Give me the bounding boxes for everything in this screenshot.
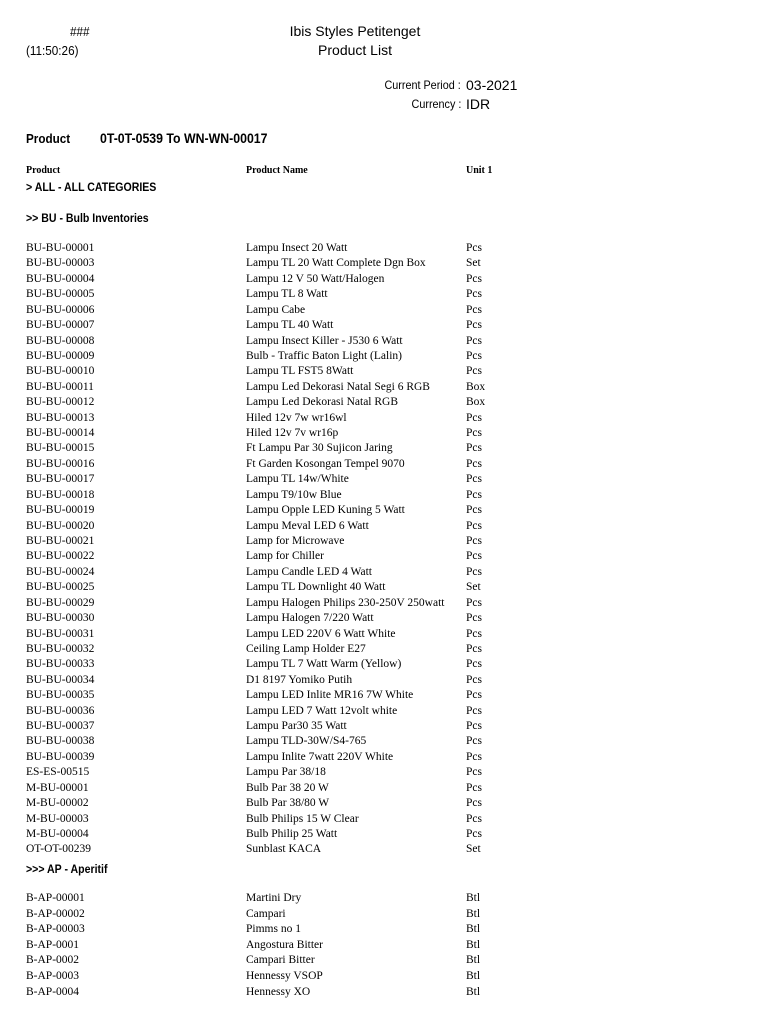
- product-code: BU-BU-00004: [26, 272, 95, 285]
- product-code: ES-ES-00515: [26, 766, 90, 779]
- table-row: [0, 426, 768, 441]
- product-name: Pimms no 1: [246, 923, 301, 936]
- product-unit: Pcs: [466, 596, 482, 609]
- product-name: Lamp for Chiller: [246, 550, 324, 563]
- table-row: [0, 287, 768, 302]
- hotel-name: Ibis Styles Petitenget: [289, 23, 421, 39]
- product-name: Lampu TL Downlight 40 Watt: [246, 581, 386, 594]
- product-unit: Pcs: [466, 704, 482, 717]
- table-row: [0, 642, 768, 657]
- category-all: > ALL - ALL CATEGORIES: [26, 180, 157, 194]
- product-name: Lampu Par30 35 Watt: [246, 720, 347, 733]
- product-code: BU-BU-00037: [26, 720, 95, 733]
- product-name: Bulb Philips 15 W Clear: [246, 812, 359, 825]
- product-code: BU-BU-00032: [26, 642, 95, 655]
- product-name: Lampu Led Dekorasi Natal Segi 6 RGB: [246, 380, 430, 393]
- product-name: Lampu Led Dekorasi Natal RGB: [246, 396, 399, 409]
- product-unit: Pcs: [466, 365, 482, 378]
- product-code: BU-BU-00034: [26, 673, 95, 686]
- product-unit: Btl: [466, 907, 481, 920]
- table-row: [0, 611, 768, 626]
- product-code: BU-BU-00021: [26, 534, 95, 547]
- table-row: [0, 627, 768, 642]
- table-row: [0, 549, 768, 564]
- product-name: Lampu Opple LED Kuning 5 Watt: [246, 504, 405, 517]
- table-row: [0, 457, 768, 472]
- product-unit: Pcs: [466, 442, 482, 455]
- column-header-unit: Unit 1: [466, 165, 493, 176]
- product-unit: Set: [466, 581, 481, 594]
- product-code: BU-BU-00019: [26, 504, 95, 517]
- product-unit: Pcs: [466, 427, 482, 440]
- product-code: BU-BU-00039: [26, 750, 95, 763]
- product-unit: Pcs: [466, 689, 482, 702]
- product-name: Ft Lampu Par 30 Sujicon Jaring: [246, 442, 393, 455]
- product-name: Martini Dry: [246, 892, 302, 904]
- table-row: [0, 519, 768, 534]
- product-code: BU-BU-00036: [26, 704, 95, 717]
- product-code: BU-BU-00005: [26, 288, 95, 301]
- product-code: BU-BU-00033: [26, 658, 95, 671]
- product-code: BU-BU-00009: [26, 349, 95, 362]
- product-unit: Pcs: [466, 612, 482, 625]
- product-code: BU-BU-00016: [26, 457, 95, 470]
- product-name: Hennessy XO: [246, 985, 311, 998]
- product-name: Lampu T9/10w Blue: [246, 488, 342, 501]
- product-name: Lampu Par 38/18: [246, 766, 326, 779]
- table-row: [0, 750, 768, 765]
- table-row: [0, 657, 768, 672]
- product-code: B-AP-00002: [26, 907, 85, 920]
- product-unit: Pcs: [466, 550, 482, 563]
- product-unit: Pcs: [466, 349, 482, 362]
- product-name: Angostura Bitter: [246, 938, 323, 951]
- filter-range: 0T-0T-0539 To WN-WN-00017: [100, 130, 268, 146]
- product-code: BU-BU-00018: [26, 488, 95, 501]
- product-code: BU-BU-00014: [26, 427, 95, 440]
- product-unit: Pcs: [466, 735, 482, 748]
- product-code: M-BU-00001: [26, 781, 89, 794]
- product-name: Lampu TL 8 Watt: [246, 288, 328, 301]
- product-unit: Pcs: [466, 658, 482, 671]
- table-row: [0, 349, 768, 364]
- product-name: Lampu TL 14w/White: [246, 473, 349, 486]
- currency-label: Currency :: [411, 97, 461, 111]
- product-unit: Pcs: [466, 411, 482, 424]
- table-row: [0, 534, 768, 549]
- product-name: Lampu TL 20 Watt Complete Dgn Box: [246, 257, 426, 270]
- product-code: BU-BU-00017: [26, 473, 95, 486]
- product-unit: Pcs: [466, 766, 482, 779]
- table-row: [0, 441, 768, 456]
- table-row: [0, 472, 768, 487]
- table-row: [0, 488, 768, 503]
- filter-label: Product: [26, 131, 71, 146]
- table-row: [0, 411, 768, 426]
- product-code: BU-BU-00030: [26, 612, 95, 625]
- product-code: BU-BU-00035: [26, 689, 95, 702]
- product-unit: Pcs: [466, 457, 482, 470]
- product-name: Lampu Halogen Philips 230-250V 250watt: [246, 596, 445, 609]
- product-code: B-AP-0001: [26, 938, 80, 951]
- table-row: [0, 241, 768, 256]
- table-row: [0, 938, 768, 953]
- product-name: Bulb Philip 25 Watt: [246, 827, 338, 840]
- product-unit: Pcs: [466, 272, 482, 285]
- table-row: [0, 580, 768, 595]
- table-row: [0, 734, 768, 749]
- product-unit: Pcs: [466, 242, 482, 254]
- product-code: B-AP-0004: [26, 985, 80, 998]
- currency-value: IDR: [466, 96, 491, 112]
- section-title: >>> AP - Aperitif: [26, 862, 108, 876]
- column-header-product: Product: [26, 165, 61, 176]
- product-unit: Pcs: [466, 750, 482, 763]
- product-name: Lampu LED 7 Watt 12volt white: [246, 704, 398, 717]
- table-row: [0, 704, 768, 719]
- product-name: Lampu 12 V 50 Watt/Halogen: [246, 272, 385, 285]
- product-code: BU-BU-00001: [26, 242, 95, 254]
- table-row: [0, 812, 768, 827]
- table-row: [0, 303, 768, 318]
- column-header-product-name: Product Name: [246, 165, 308, 176]
- product-code: M-BU-00004: [26, 827, 89, 840]
- product-name: Ft Garden Kosongan Tempel 9070: [246, 457, 405, 470]
- product-name: Lampu TL FST5 8Watt: [246, 365, 354, 378]
- product-code: BU-BU-00015: [26, 442, 95, 455]
- product-unit: Pcs: [466, 720, 482, 733]
- product-code: B-AP-0002: [26, 954, 80, 967]
- table-row: [0, 380, 768, 395]
- product-name: Lamp for Microwave: [246, 534, 345, 547]
- table-row: [0, 395, 768, 410]
- product-unit: Set: [466, 257, 481, 270]
- product-unit: Pcs: [466, 303, 482, 316]
- period-label: Current Period :: [384, 78, 461, 92]
- product-name: D1 8197 Yomiko Putih: [246, 673, 353, 686]
- product-unit: Btl: [466, 985, 481, 998]
- product-code: B-AP-00003: [26, 923, 85, 936]
- product-name: Bulb Par 38 20 W: [246, 781, 329, 794]
- product-unit: Pcs: [466, 565, 482, 578]
- product-unit: Pcs: [466, 473, 482, 486]
- product-code: BU-BU-00003: [26, 257, 95, 270]
- product-name: Hennessy VSOP: [246, 970, 323, 982]
- table-row: [0, 985, 768, 1000]
- product-name: Lampu Insect Killer - J530 6 Watt: [246, 334, 403, 347]
- product-code: BU-BU-00012: [26, 396, 95, 409]
- product-unit: Pcs: [466, 827, 482, 840]
- table-row: [0, 719, 768, 734]
- product-name: Lampu LED 220V 6 Watt White: [246, 627, 396, 640]
- product-code: BU-BU-00008: [26, 334, 95, 347]
- product-code: BU-BU-00038: [26, 735, 95, 748]
- report-time: (11:50:26): [26, 43, 79, 58]
- product-name: Lampu TLD-30W/S4-765: [246, 735, 367, 748]
- product-code: BU-BU-00025: [26, 581, 95, 594]
- product-unit: Pcs: [466, 334, 482, 347]
- product-unit: Pcs: [466, 534, 482, 547]
- table-row: [0, 969, 768, 984]
- product-name: Lampu Cabe: [246, 303, 306, 316]
- product-name: Lampu Meval LED 6 Watt: [246, 519, 369, 532]
- table-row: [0, 565, 768, 580]
- table-row: [0, 364, 768, 379]
- product-unit: Box: [466, 380, 486, 393]
- product-unit: Pcs: [466, 797, 482, 810]
- product-code: BU-BU-00010: [26, 365, 95, 378]
- product-unit: Pcs: [466, 642, 482, 655]
- product-unit: Pcs: [466, 504, 482, 517]
- report-code: ###: [70, 24, 90, 39]
- product-name: Lampu Candle LED 4 Watt: [246, 565, 372, 578]
- product-code: B-AP-00001: [26, 892, 85, 904]
- table-row: [0, 596, 768, 611]
- product-unit: Btl: [466, 970, 481, 982]
- product-code: BU-BU-00013: [26, 411, 95, 424]
- product-unit: Pcs: [466, 781, 482, 794]
- product-name: Lampu Insect 20 Watt: [246, 242, 348, 254]
- table-row: [0, 781, 768, 796]
- table-row: [0, 907, 768, 922]
- table-row: [0, 842, 768, 857]
- product-name: Lampu Halogen 7/220 Watt: [246, 612, 374, 625]
- product-code: B-AP-0003: [26, 970, 80, 982]
- table-row: [0, 827, 768, 842]
- product-unit: Pcs: [466, 488, 482, 501]
- table-row: [0, 953, 768, 968]
- product-code: BU-BU-00006: [26, 303, 95, 316]
- product-name: Ceiling Lamp Holder E27: [246, 642, 366, 655]
- product-name: Hiled 12v 7v wr16p: [246, 427, 339, 440]
- product-unit: Pcs: [466, 288, 482, 301]
- table-row: [0, 891, 768, 906]
- product-unit: Set: [466, 843, 481, 856]
- product-unit: Pcs: [466, 319, 482, 332]
- table-row: [0, 765, 768, 780]
- product-code: BU-BU-00011: [26, 380, 94, 393]
- product-unit: Btl: [466, 954, 481, 967]
- table-row: [0, 796, 768, 811]
- product-code: BU-BU-00022: [26, 550, 95, 563]
- table-row: [0, 256, 768, 271]
- product-name: Hiled 12v 7w wr16wl: [246, 411, 347, 424]
- product-name: Lampu Inlite 7watt 220V White: [246, 750, 394, 763]
- product-unit: Pcs: [466, 673, 482, 686]
- product-name: Lampu TL 40 Watt: [246, 319, 334, 332]
- product-name: Lampu LED Inlite MR16 7W White: [246, 689, 414, 702]
- product-name: Campari Bitter: [246, 954, 315, 967]
- table-row: [0, 272, 768, 287]
- section-title: >> BU - Bulb Inventories: [26, 211, 149, 225]
- product-name: Bulb Par 38/80 W: [246, 797, 330, 810]
- product-code: BU-BU-00024: [26, 565, 95, 578]
- product-code: M-BU-00002: [26, 797, 89, 810]
- product-code: BU-BU-00029: [26, 596, 95, 609]
- period-value: 03-2021: [466, 77, 518, 93]
- product-unit: Pcs: [466, 627, 482, 640]
- product-unit: Btl: [466, 923, 481, 936]
- product-code: BU-BU-00031: [26, 627, 95, 640]
- product-name: Sunblast KACA: [246, 843, 322, 856]
- table-row: [0, 318, 768, 333]
- table-row: [0, 922, 768, 937]
- table-row: [0, 334, 768, 349]
- product-name: Campari: [246, 907, 286, 920]
- product-unit: Pcs: [466, 519, 482, 532]
- product-code: BU-BU-00020: [26, 519, 95, 532]
- product-code: M-BU-00003: [26, 812, 89, 825]
- report-title: Product List: [318, 42, 392, 58]
- product-name: Bulb - Traffic Baton Light (Lalin): [246, 349, 402, 362]
- table-row: [0, 503, 768, 518]
- product-code: OT-OT-00239: [26, 843, 91, 856]
- product-code: BU-BU-00007: [26, 319, 95, 332]
- product-unit: Pcs: [466, 812, 482, 825]
- table-row: [0, 688, 768, 703]
- product-unit: Btl: [466, 938, 481, 951]
- product-unit: Btl: [466, 892, 481, 904]
- product-unit: Box: [466, 396, 486, 409]
- product-name: Lampu TL 7 Watt Warm (Yellow): [246, 658, 402, 671]
- table-row: [0, 673, 768, 688]
